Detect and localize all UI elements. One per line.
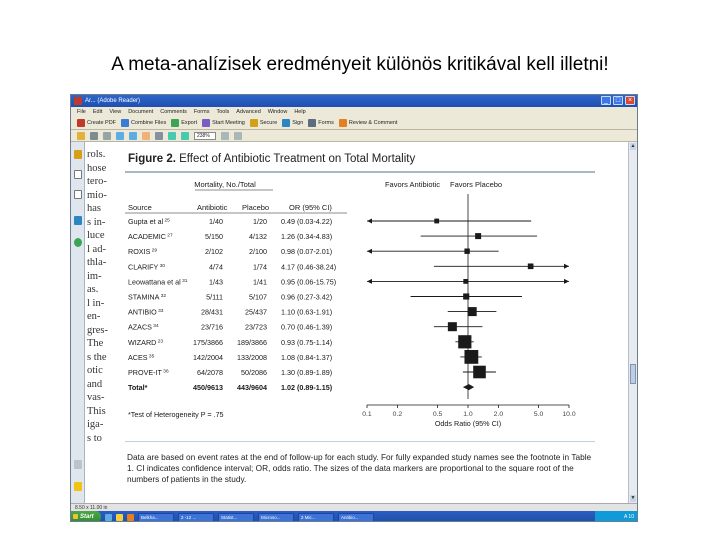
row-source-name: ROXIS [128,247,151,257]
effect-marker [464,350,478,364]
row-source [128,262,165,271]
figure-caption: Data are based on event rates at the end of follow-up for each study. For fully expanded study names see the footnote in Table 1. CI indicates confidence interval; OR, odds ratio. The sizes of the data markers are proportional to the square root of the numbers of patients in the study. [127,452,592,484]
scroll-thumb[interactable] [630,364,636,384]
outlook-icon[interactable] [127,514,134,521]
row-source-name: Leowattana et al [128,277,181,287]
row-source-ref: 35 [147,354,155,360]
ci-arrow-right [564,279,569,284]
row-source-name: AZACS [128,322,152,332]
pdf-icon [77,119,85,127]
pages-icon[interactable] [74,170,82,179]
attachments-icon[interactable] [74,190,82,199]
find-icon[interactable] [234,132,242,140]
vertical-scrollbar[interactable] [628,142,637,503]
menu-edit[interactable]: Edit [92,109,103,115]
x-tick-label: 0.5 [432,411,443,418]
row-antibiotic: 5/111 [206,292,223,302]
side-text-line: l ad- [87,243,106,255]
row-source-ref: 33 [156,309,164,315]
x-axis-title: Odds Ratio (95% CI) [434,419,502,428]
heterogeneity-footnote: *Test of Heterogeneity P = .75 [128,410,224,419]
row-antibiotic: 450/9613 [193,383,223,393]
row-antibiotic: 23/716 [201,322,223,332]
pen-icon [282,119,290,127]
task-button-2[interactable]: 2 -12 ... [178,513,214,522]
export-button[interactable]: Export [171,119,197,127]
row-antibiotic: 2/102 [205,247,223,257]
row-antibiotic: 142/2004 [193,352,223,362]
ci-arrow-left [367,279,372,284]
bookmarks-icon[interactable] [74,238,82,247]
row-placebo: 4/132 [249,232,267,242]
row-or: 0.93 (0.75-1.14) [281,337,333,347]
header-placebo: Placebo [242,203,270,212]
row-source [128,338,163,347]
task-button-6[interactable]: Antibio... [338,513,374,522]
open-folder-icon[interactable] [77,132,85,140]
start-meeting-button[interactable]: Start Meeting [202,119,245,127]
row-or: 0.70 (0.46-1.39) [281,322,333,332]
row-source [128,323,159,332]
row-source [128,247,157,256]
row-source-ref: 34 [151,324,159,330]
pdf-app-icon [74,97,82,105]
secure-button[interactable]: Secure [250,119,277,127]
row-source-ref: 29 [150,248,158,254]
row-source-name: Gupta et al [128,217,164,226]
side-text-line: en- [87,311,101,322]
side-text-line: l in- [87,297,105,309]
row-antibiotic: 28/431 [201,307,223,317]
main-toolbar [71,117,637,130]
task-button-1[interactable]: Belkha... [138,513,174,522]
menu-file[interactable]: File [77,109,86,115]
row-or: 0.95 (0.06-15.75) [281,277,337,287]
row-source-name: CLARIFY [128,262,159,272]
forest-plot [85,142,630,442]
favors-antibiotic-label: Favors Antibiotic [384,180,440,189]
row-placebo: 1/41 [253,277,267,287]
review-comment-button[interactable]: Review & Comment [339,119,398,127]
folder-icon[interactable] [116,514,123,521]
select-tool-icon[interactable] [155,132,163,140]
row-placebo: 443/9604 [237,383,267,393]
title-bar [71,95,637,107]
lock-icon[interactable] [74,150,82,159]
effect-marker [468,307,477,316]
row-placebo: 1/74 [253,262,267,272]
row-source-ref: 30 [158,263,166,269]
effect-marker [463,293,469,299]
row-placebo: 2/100 [249,247,267,257]
side-text-line: s in- [87,216,106,228]
combine-files-button[interactable]: Combine Files [121,119,166,127]
row-source-ref: 32 [159,294,167,299]
side-text-line: iga- [87,419,104,430]
effect-marker [448,322,457,331]
meeting-icon [202,119,210,127]
document-page [85,142,630,503]
side-text-line: otic [87,365,103,376]
row-or: 1.10 (0.63-1.91) [281,307,333,317]
forms-icon [308,119,316,127]
forms-button[interactable]: Forms [308,119,334,127]
row-placebo: 25/437 [245,307,267,317]
menu-comments[interactable]: Comments [160,109,187,115]
side-text-line: s the [87,351,107,363]
row-source [128,217,170,226]
row-source-ref: 27 [165,233,173,239]
menu-help[interactable]: Help [294,109,306,115]
row-antibiotic: 4/74 [209,262,223,272]
maximize-button[interactable]: □ [613,96,623,105]
slide-title: A meta-analízisek eredményeit különös kritikával kell illetni! [111,54,609,75]
side-text-line: tero- [87,176,107,187]
combine-icon [121,119,129,127]
window-title: Ar... (Adobe Reader) [85,98,141,104]
effect-marker [463,279,468,284]
print-icon[interactable] [90,132,98,140]
scroll-up-icon[interactable]: ▲ [630,143,636,149]
side-text-line: mio- [87,189,107,201]
side-text-line: and [87,378,103,390]
row-or: 1.08 (0.84-1.37) [281,352,333,362]
scroll-down-icon[interactable]: ▼ [630,495,636,501]
row-source-name: WIZARD [128,337,157,347]
row-source [128,277,188,286]
task-button-4[interactable]: Microso... [258,513,294,522]
x-tick-label: 0.2 [392,411,403,418]
task-button-3[interactable]: Statist... [218,513,254,522]
figure-label: Figure 2. [128,153,176,165]
page-up-icon[interactable] [116,132,124,140]
row-source-name: ACADEMIC [128,232,166,242]
task-button-5[interactable]: 2 Mic... [298,513,334,522]
row-or: 1.30 (0.89-1.89) [281,368,333,377]
menu-tools[interactable]: Tools [216,109,230,115]
header-or: OR (95% CI) [289,203,332,212]
menu-document[interactable]: Document [128,109,154,115]
effect-marker [464,249,469,254]
row-or: 1.02 (0.89-1.15) [281,383,333,393]
navigation-pane [71,142,85,503]
side-text-line: has [87,203,101,214]
start-button[interactable]: Start [71,511,101,522]
row-source [128,383,148,392]
side-text-line: s to [87,432,102,444]
page-down-icon[interactable] [129,132,137,140]
side-text-line: luce [87,230,105,241]
header-source: Source [128,203,152,212]
row-source-ref: 25 [163,218,170,224]
row-placebo: 189/3866 [237,337,267,347]
group-header: Mortality, No./Total [194,180,256,189]
effect-marker [434,219,439,224]
row-antibiotic: 175/3866 [193,337,223,347]
x-tick-label: 10.0 [562,411,576,418]
side-text-line: This [87,405,106,417]
zoom-in-icon[interactable] [181,132,189,140]
x-tick-label: 5.0 [533,411,544,418]
menu-view[interactable]: View [109,109,122,115]
row-or: 4.17 (0.46-38.24) [281,262,337,272]
side-text-line: thla- [87,257,107,268]
ci-arrow-left [367,249,372,254]
minimize-button[interactable]: _ [601,96,611,105]
row-or: 0.96 (0.27-3.42) [281,292,333,302]
side-text-line: as. [87,284,99,295]
menu-window[interactable]: Window [267,109,288,115]
windows-taskbar [71,511,637,522]
row-source-name: ANTIBIO [128,307,157,317]
menu-bar [71,107,637,117]
row-source [128,353,155,362]
menu-forms[interactable]: Forms [193,109,210,115]
bottom-bars [71,503,637,522]
status-bar: 8.50 x 11.00 in [71,503,637,511]
row-source [128,308,164,317]
ci-arrow-right [564,264,569,269]
row-antibiotic: 1/43 [209,277,223,287]
export-icon [171,119,179,127]
zoom-level-input[interactable]: 238% [194,132,216,140]
effect-marker [475,233,481,239]
effect-marker [458,335,471,348]
fit-page-icon[interactable] [221,132,229,140]
ie-icon[interactable] [105,514,112,521]
row-placebo: 1/20 [253,217,267,226]
row-source-name: ACES [128,352,148,362]
close-button[interactable]: × [625,96,635,105]
screenshot-window [70,94,638,522]
row-placebo: 133/2008 [237,352,267,362]
sign-button[interactable]: Sign [282,119,303,127]
row-antibiotic: 64/2078 [197,368,223,377]
lock-icon [250,119,258,127]
row-source [128,232,173,241]
row-placebo: 5/107 [249,292,267,302]
row-placebo: 23/723 [245,322,267,332]
row-placebo: 50/2086 [241,368,267,377]
signatures-icon[interactable] [74,216,82,225]
effect-marker [528,263,534,269]
zoom-out-icon[interactable] [168,132,176,140]
row-antibiotic: 1/40 [209,217,223,226]
row-or: 0.49 (0.03-4.22) [281,217,333,226]
row-source-name: Total* [128,383,148,393]
row-source-name: PROVE-IT [128,368,162,377]
ci-arrow-left [367,219,372,224]
favors-placebo-label: Favors Placebo [450,180,503,189]
create-pdf-button[interactable]: Create PDF [77,119,116,127]
side-text-line: gres- [87,324,108,336]
row-source-ref: 23 [156,339,164,345]
hand-tool-icon[interactable] [142,132,150,140]
email-icon[interactable] [103,132,111,140]
pooled-diamond [463,384,474,390]
menu-advanced[interactable]: Advanced [236,109,261,115]
row-source [128,368,169,377]
system-tray-clock: A 10 [595,511,637,522]
navigation-toolbar [71,130,637,142]
paperclip-icon[interactable] [74,460,82,469]
x-tick-label: 1.0 [463,411,473,418]
figure-title-text: Effect of Antibiotic Treatment on Total Mortality [179,153,416,165]
side-text-line: hose [87,162,107,174]
row-source-name: STAMINA [128,292,160,302]
row-antibiotic: 5/150 [205,232,223,242]
row-or: 0.98 (0.07-2.01) [281,247,333,257]
side-text-line: im- [87,270,102,282]
effect-marker [473,366,486,379]
x-tick-label: 2.0 [493,411,504,418]
comments-icon[interactable] [74,482,82,491]
side-text-line: The [87,338,104,349]
x-tick-label: 0.1 [362,411,372,418]
row-source [128,293,166,302]
row-source-ref: 31 [180,278,188,284]
header-antibiotic: Antibiotic [197,203,228,212]
row-or: 1.26 (0.34-4.83) [281,232,333,242]
side-text-line: vas- [87,392,105,403]
row-source-ref: 36 [161,369,169,375]
side-text-line: rols. [87,149,106,160]
comment-icon [339,119,347,127]
